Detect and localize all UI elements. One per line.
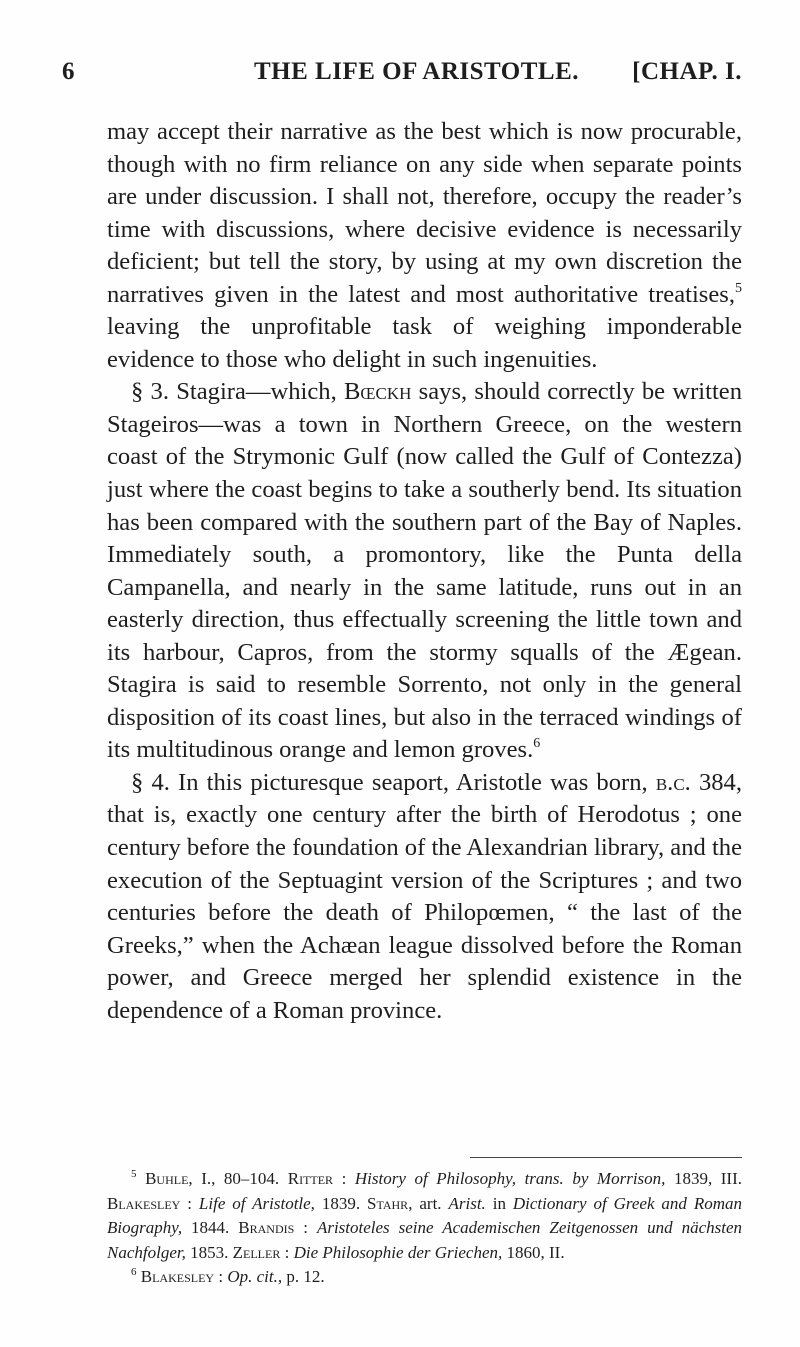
footnote-text: , art. (408, 1193, 449, 1213)
author-name: Brandis (238, 1218, 295, 1237)
work-title: History of Philosophy, trans. by Morrison, (354, 1169, 666, 1188)
section-number: § 4. (131, 768, 170, 796)
work-title: Life of Aristotle, (198, 1193, 315, 1213)
work-title: Arist. (448, 1193, 486, 1213)
footnotes (107, 1167, 742, 1290)
footnote-text: 1860, II. (502, 1242, 565, 1262)
page-number: 6 (62, 58, 75, 85)
footnote-divider (470, 1157, 742, 1158)
author-name: Blakesley (140, 1267, 215, 1286)
footnote-text: , I., 80–104. (188, 1169, 288, 1188)
paragraph-text: In this picturesque seaport, Aristotle was born, (169, 768, 656, 796)
footnote-text: : (180, 1193, 199, 1213)
footnote-text: : (214, 1267, 228, 1286)
paragraph-text: leaving the unprofitable task of weighing imponderable evidence to those who delight in such ingenuities. (107, 313, 742, 373)
footnote-text: : (294, 1218, 317, 1237)
footnote-ref-5[interactable]: 5 (735, 280, 742, 296)
running-title: THE LIFE OF ARISTOTLE. (254, 58, 579, 85)
running-head (62, 58, 742, 92)
paragraph-text: Stagira—which, (169, 378, 344, 406)
footnote-text: 1839, III. (665, 1169, 743, 1188)
body-text (107, 116, 742, 1027)
footnote-6 (107, 1265, 742, 1290)
work-title: Op. cit., (227, 1267, 283, 1286)
author-name: Bœckh (344, 378, 412, 406)
work-title: Aristoteles seine Academischen Zeitgenossen und nächsten Nachfolger, (107, 1218, 742, 1262)
paragraph-section-4 (107, 767, 742, 1027)
footnote-text: 1839. (314, 1193, 368, 1213)
chapter-marker: [CHAP. I. (632, 58, 742, 85)
author-name: Zeller (232, 1242, 281, 1262)
section-number: § 3. (131, 378, 169, 406)
paragraph-text: 384, that is, exactly one century after the birth of Herodotus ; one century before the foundation of the Alexandrian library, and the execution of the Septuagint version of the Scriptures ; and two centuries before the death of Philopœmen, “ the last of the Greeks,” when the Achæan league dissolved before the Roman power, and Greece merged her splendid existence in the dependence of a Roman province. (107, 768, 742, 1024)
era-abbreviation: b.c. (655, 768, 691, 796)
author-name: Stahr (367, 1193, 409, 1213)
author-name: Buhle (145, 1169, 189, 1188)
author-name: Ritter (287, 1169, 334, 1188)
author-name: Blakesley (107, 1193, 181, 1213)
paragraph-section-3 (107, 376, 742, 767)
footnote-text: : (280, 1242, 294, 1262)
paragraph-text: may accept their narrative as the best which is now procurable, though with no firm reliance on any side when separate points are under discussion. I shall not, therefore, occupy the reader’s time with discussions, where decisive evidence is necessarily deficient; but tell the story, by using at my own discretion the narratives given in the latest and most authoritative treatises, (107, 118, 742, 308)
paragraph-text: says, should correctly be written Stageiros—was a town in Northern Greece, on the western coast of the Strymonic Gulf (now called the Gulf of Contezza) just where the coast begins to take a southerly bend. Its situation has been compared with the southern part of the Bay of Naples. Immediately south, a promontory, like the Punta della Campanella, and nearly in the same latitude, runs out in an easterly direction, thus effectually screening the little town and its harbour, Capros, from the stormy squalls of the Ægean. Stagira is said to resemble Sorrento, not only in the general disposition of its coast lines, but also in the terraced windings of its multitudinous orange and lemon groves. (107, 378, 742, 764)
work-title: Dictionary of Greek and Roman Biography, (107, 1193, 742, 1237)
footnote-number: 6 (131, 1266, 137, 1278)
footnote-text: : (333, 1169, 355, 1188)
footnote-5 (107, 1167, 742, 1265)
footnote-text: p. 12. (282, 1267, 325, 1286)
footnote-text: in (485, 1193, 513, 1213)
work-title: Die Philosophie der Griechen, (293, 1242, 503, 1262)
footnote-text: 1853. (185, 1242, 233, 1262)
footnote-number: 5 (131, 1168, 137, 1180)
footnote-ref-6[interactable]: 6 (533, 736, 541, 752)
paragraph-continuation (107, 116, 742, 376)
footnote-text: 1844. (182, 1218, 239, 1237)
